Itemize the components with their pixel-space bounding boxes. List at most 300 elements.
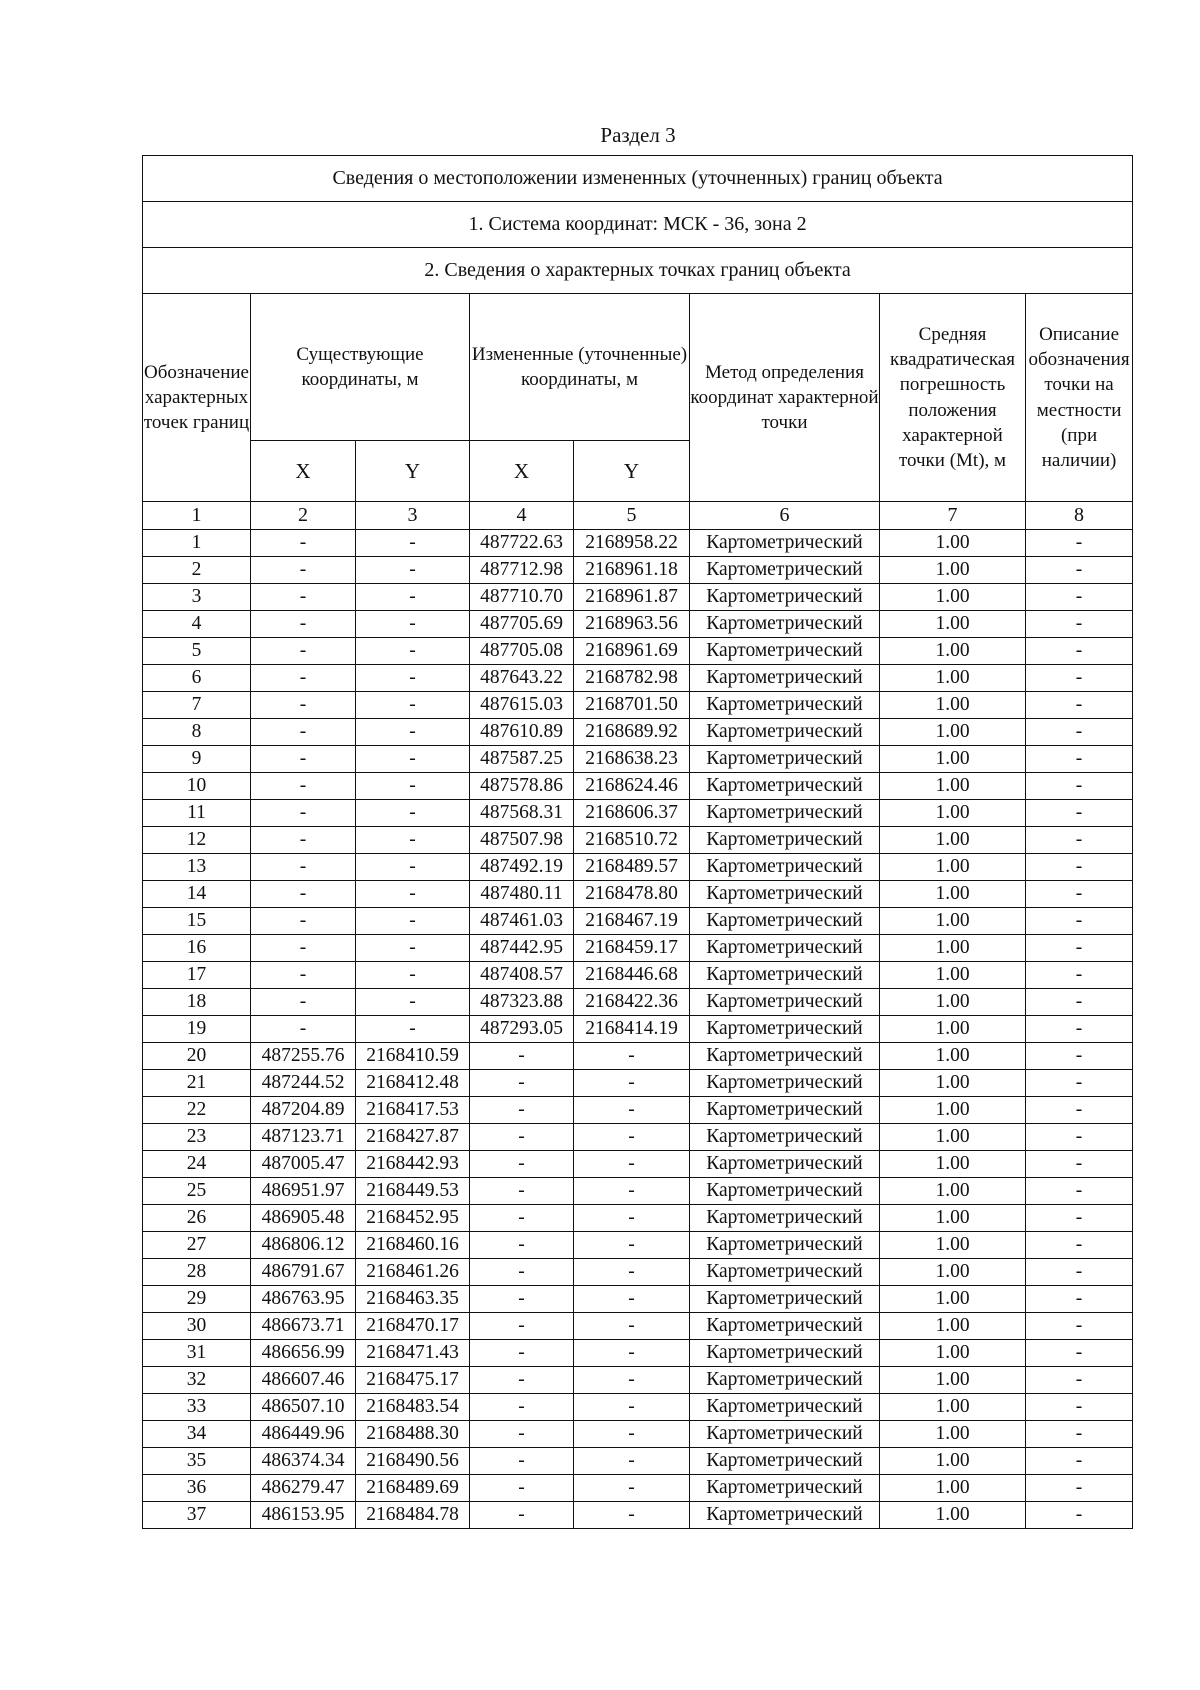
cell-point-id: 12 [143,827,251,854]
cell-existing-x: - [251,746,356,773]
cell-method: Картометрический [690,584,880,611]
cell-existing-x: - [251,611,356,638]
cell-existing-x: 486905.48 [251,1205,356,1232]
table-row [143,1043,1133,1070]
table-row [143,719,1133,746]
cell-existing-x: - [251,854,356,881]
cell-method: Картометрический [690,1313,880,1340]
cell-changed-x: 487568.31 [470,800,574,827]
cell-changed-x: - [470,1043,574,1070]
table-row [143,1421,1133,1448]
cell-existing-x: - [251,557,356,584]
cell-existing-y: 2168417.53 [356,1097,470,1124]
cell-point-id: 34 [143,1421,251,1448]
cell-description: - [1026,1259,1133,1286]
points-info: 2. Сведения о характерных точках границ объекта [143,248,1133,294]
cell-changed-y: - [574,1097,690,1124]
cell-changed-x: 487461.03 [470,908,574,935]
table-row [143,989,1133,1016]
cell-changed-x: - [470,1286,574,1313]
header-existing-coords: Существующие координаты, м [251,294,470,441]
cell-point-id: 17 [143,962,251,989]
cell-existing-y: - [356,1016,470,1043]
cell-changed-x: - [470,1097,574,1124]
cell-point-id: 21 [143,1070,251,1097]
cell-existing-y: - [356,719,470,746]
cell-description: - [1026,1151,1133,1178]
cell-changed-x: 487712.98 [470,557,574,584]
cell-changed-y: 2168961.87 [574,584,690,611]
cell-existing-y: - [356,800,470,827]
table-row [143,1070,1133,1097]
cell-description: - [1026,800,1133,827]
cell-existing-y: 2168442.93 [356,1151,470,1178]
cell-point-id: 28 [143,1259,251,1286]
cell-existing-x: 486279.47 [251,1475,356,1502]
cell-description: - [1026,692,1133,719]
cell-existing-x: 487244.52 [251,1070,356,1097]
table-row [143,1394,1133,1421]
cell-method: Картометрический [690,1286,880,1313]
cell-description: - [1026,1367,1133,1394]
cell-description: - [1026,881,1133,908]
table-row [143,881,1133,908]
cell-error-mt: 1.00 [880,611,1026,638]
cell-changed-y: - [574,1232,690,1259]
cell-changed-x: 487615.03 [470,692,574,719]
cell-existing-x: 486951.97 [251,1178,356,1205]
cell-description: - [1026,1448,1133,1475]
cell-changed-x: 487587.25 [470,746,574,773]
cell-error-mt: 1.00 [880,962,1026,989]
cell-changed-y: 2168414.19 [574,1016,690,1043]
cell-point-id: 22 [143,1097,251,1124]
cell-point-id: 2 [143,557,251,584]
cell-point-id: 11 [143,800,251,827]
cell-method: Картометрический [690,1394,880,1421]
cell-method: Картометрический [690,827,880,854]
cell-description: - [1026,1340,1133,1367]
cell-changed-y: - [574,1070,690,1097]
cell-method: Картометрический [690,908,880,935]
cell-existing-x: 486507.10 [251,1394,356,1421]
cell-error-mt: 1.00 [880,800,1026,827]
cell-changed-x: 487442.95 [470,935,574,962]
column-number: 4 [470,502,574,530]
cell-existing-y: 2168471.43 [356,1340,470,1367]
cell-existing-x: 487005.47 [251,1151,356,1178]
cell-changed-x: - [470,1070,574,1097]
cell-changed-y: 2168961.18 [574,557,690,584]
header-description: Описание обозначения точки на местности (при наличии) [1026,294,1133,502]
cell-error-mt: 1.00 [880,1394,1026,1421]
cell-method: Картометрический [690,1448,880,1475]
column-number: 6 [690,502,880,530]
cell-changed-y: - [574,1502,690,1529]
cell-changed-y: - [574,1448,690,1475]
cell-description: - [1026,962,1133,989]
cell-point-id: 20 [143,1043,251,1070]
cell-description: - [1026,989,1133,1016]
cell-existing-x: - [251,692,356,719]
cell-changed-x: 487507.98 [470,827,574,854]
cell-existing-x: 486374.34 [251,1448,356,1475]
cell-method: Картометрический [690,854,880,881]
cell-point-id: 31 [143,1340,251,1367]
cell-existing-y: 2168412.48 [356,1070,470,1097]
header-existing-y: Y [356,441,470,502]
cell-error-mt: 1.00 [880,1151,1026,1178]
cell-method: Картометрический [690,1232,880,1259]
cell-changed-y: - [574,1124,690,1151]
cell-description: - [1026,1205,1133,1232]
cell-point-id: 23 [143,1124,251,1151]
cell-method: Картометрический [690,1421,880,1448]
cell-error-mt: 1.00 [880,1124,1026,1151]
cell-error-mt: 1.00 [880,1205,1026,1232]
cell-changed-x: - [470,1394,574,1421]
cell-method: Картометрический [690,530,880,557]
header-changed-coords: Измененные (уточненные) координаты, м [470,294,690,441]
cell-existing-y: - [356,827,470,854]
cell-existing-y: - [356,584,470,611]
cell-method: Картометрический [690,611,880,638]
cell-existing-y: 2168490.56 [356,1448,470,1475]
cell-point-id: 5 [143,638,251,665]
cell-point-id: 32 [143,1367,251,1394]
cell-existing-y: - [356,746,470,773]
cell-changed-y: - [574,1421,690,1448]
cell-changed-x: 487578.86 [470,773,574,800]
cell-changed-y: 2168446.68 [574,962,690,989]
cell-method: Картометрический [690,1205,880,1232]
cell-changed-y: 2168624.46 [574,773,690,800]
cell-error-mt: 1.00 [880,1502,1026,1529]
cell-existing-x: - [251,584,356,611]
section-title: Раздел 3 [600,123,676,147]
cell-point-id: 24 [143,1151,251,1178]
cell-changed-y: - [574,1178,690,1205]
cell-existing-y: 2168427.87 [356,1124,470,1151]
cell-existing-y: - [356,773,470,800]
cell-error-mt: 1.00 [880,1340,1026,1367]
cell-description: - [1026,530,1133,557]
coord-system: 1. Система координат: МСК - 36, зона 2 [143,202,1133,248]
cell-point-id: 6 [143,665,251,692]
cell-existing-y: - [356,611,470,638]
cell-changed-x: 487722.63 [470,530,574,557]
cell-point-id: 10 [143,773,251,800]
cell-changed-y: - [574,1259,690,1286]
cell-description: - [1026,665,1133,692]
cell-existing-y: - [356,692,470,719]
cell-method: Картометрический [690,1043,880,1070]
table-row [143,557,1133,584]
table-row [143,1205,1133,1232]
cell-existing-x: - [251,827,356,854]
table-row [143,827,1133,854]
cell-existing-x: - [251,908,356,935]
cell-existing-x: - [251,638,356,665]
table-row [143,665,1133,692]
cell-existing-y: 2168484.78 [356,1502,470,1529]
cell-changed-y: - [574,1151,690,1178]
cell-existing-y: - [356,530,470,557]
cell-point-id: 36 [143,1475,251,1502]
cell-existing-y: 2168470.17 [356,1313,470,1340]
cell-method: Картометрический [690,1124,880,1151]
cell-changed-x: 487323.88 [470,989,574,1016]
table-row [143,935,1133,962]
cell-changed-y: 2168422.36 [574,989,690,1016]
cell-changed-y: - [574,1367,690,1394]
cell-existing-y: 2168475.17 [356,1367,470,1394]
cell-error-mt: 1.00 [880,1313,1026,1340]
cell-existing-x: 486153.95 [251,1502,356,1529]
cell-changed-y: - [574,1286,690,1313]
cell-error-mt: 1.00 [880,1232,1026,1259]
cell-existing-x: 486607.46 [251,1367,356,1394]
cell-changed-y: 2168467.19 [574,908,690,935]
cell-point-id: 33 [143,1394,251,1421]
cell-existing-x: - [251,935,356,962]
cell-error-mt: 1.00 [880,638,1026,665]
header-changed-x: X [470,441,574,502]
cell-changed-x: 487705.08 [470,638,574,665]
cell-point-id: 30 [143,1313,251,1340]
table-row [143,1097,1133,1124]
cell-changed-x: 487293.05 [470,1016,574,1043]
cell-description: - [1026,1286,1133,1313]
cell-existing-x: 486791.67 [251,1259,356,1286]
cell-point-id: 13 [143,854,251,881]
cell-description: - [1026,1124,1133,1151]
cell-description: - [1026,719,1133,746]
cell-changed-y: - [574,1205,690,1232]
cell-existing-y: 2168489.69 [356,1475,470,1502]
cell-description: - [1026,1178,1133,1205]
cell-existing-x: 486763.95 [251,1286,356,1313]
cell-changed-x: - [470,1340,574,1367]
cell-method: Картометрический [690,881,880,908]
cell-method: Картометрический [690,1340,880,1367]
cell-existing-x: - [251,719,356,746]
column-number: 3 [356,502,470,530]
cell-description: - [1026,1394,1133,1421]
cell-error-mt: 1.00 [880,1178,1026,1205]
cell-error-mt: 1.00 [880,989,1026,1016]
cell-point-id: 16 [143,935,251,962]
cell-method: Картометрический [690,1178,880,1205]
table-row [143,746,1133,773]
column-number: 1 [143,502,251,530]
cell-existing-x: - [251,665,356,692]
cell-description: - [1026,611,1133,638]
cell-changed-x: - [470,1205,574,1232]
cell-existing-x: 487255.76 [251,1043,356,1070]
table-row [143,1367,1133,1394]
cell-changed-y: - [574,1340,690,1367]
cell-existing-x: 486449.96 [251,1421,356,1448]
cell-point-id: 19 [143,1016,251,1043]
cell-existing-y: - [356,881,470,908]
cell-description: - [1026,935,1133,962]
cell-existing-x: - [251,773,356,800]
cell-description: - [1026,1313,1133,1340]
cell-existing-y: 2168410.59 [356,1043,470,1070]
cell-method: Картометрический [690,692,880,719]
cell-changed-x: - [470,1475,574,1502]
cell-method: Картометрический [690,935,880,962]
cell-description: - [1026,746,1133,773]
cell-changed-x: - [470,1178,574,1205]
cell-error-mt: 1.00 [880,1097,1026,1124]
cell-error-mt: 1.00 [880,1448,1026,1475]
cell-existing-y: 2168461.26 [356,1259,470,1286]
cell-method: Картометрический [690,1367,880,1394]
table-row [143,800,1133,827]
cell-existing-x: - [251,1016,356,1043]
cell-description: - [1026,1097,1133,1124]
table-row [143,611,1133,638]
table-title: Сведения о местоположении измененных (уточненных) границ объекта [143,156,1133,202]
cell-description: - [1026,1502,1133,1529]
header-error: Средняя квадратическая погрешность положения характерной точки (Mt), м [880,294,1026,502]
cell-point-id: 4 [143,611,251,638]
cell-changed-x: - [470,1124,574,1151]
cell-error-mt: 1.00 [880,908,1026,935]
cell-changed-x: - [470,1367,574,1394]
cell-existing-y: - [356,665,470,692]
cell-changed-y: 2168478.80 [574,881,690,908]
cell-error-mt: 1.00 [880,827,1026,854]
table-row [143,908,1133,935]
cell-existing-y: 2168452.95 [356,1205,470,1232]
table-row [143,1259,1133,1286]
cell-changed-x: - [470,1151,574,1178]
cell-existing-y: - [356,908,470,935]
cell-existing-y: 2168483.54 [356,1394,470,1421]
cell-existing-y: - [356,989,470,1016]
cell-point-id: 29 [143,1286,251,1313]
cell-changed-x: 487610.89 [470,719,574,746]
cell-method: Картометрический [690,1259,880,1286]
cell-point-id: 8 [143,719,251,746]
cell-description: - [1026,773,1133,800]
cell-method: Картометрический [690,800,880,827]
cell-error-mt: 1.00 [880,665,1026,692]
table-row [143,1475,1133,1502]
cell-method: Картометрический [690,773,880,800]
cell-existing-x: - [251,800,356,827]
cell-method: Картометрический [690,665,880,692]
cell-error-mt: 1.00 [880,854,1026,881]
cell-point-id: 3 [143,584,251,611]
cell-point-id: 35 [143,1448,251,1475]
cell-method: Картометрический [690,1097,880,1124]
table-body [143,156,1133,1529]
cell-method: Картометрический [690,962,880,989]
cell-point-id: 18 [143,989,251,1016]
cell-method: Картометрический [690,746,880,773]
cell-changed-y: 2168510.72 [574,827,690,854]
cell-existing-x: - [251,881,356,908]
cell-description: - [1026,638,1133,665]
cell-description: - [1026,1043,1133,1070]
header-method: Метод определения координат характерной точки [690,294,880,502]
cell-changed-x: - [470,1259,574,1286]
cell-existing-x: - [251,962,356,989]
table-row [143,584,1133,611]
cell-changed-y: 2168701.50 [574,692,690,719]
table-row [143,854,1133,881]
cell-point-id: 15 [143,908,251,935]
cell-existing-y: - [356,638,470,665]
cell-changed-y: 2168689.92 [574,719,690,746]
cell-point-id: 14 [143,881,251,908]
cell-error-mt: 1.00 [880,1043,1026,1070]
cell-method: Картометрический [690,1502,880,1529]
column-number: 7 [880,502,1026,530]
cell-error-mt: 1.00 [880,1259,1026,1286]
cell-existing-x: 487204.89 [251,1097,356,1124]
cell-error-mt: 1.00 [880,557,1026,584]
cell-error-mt: 1.00 [880,935,1026,962]
cell-changed-y: - [574,1043,690,1070]
cell-error-mt: 1.00 [880,584,1026,611]
table-row [143,773,1133,800]
cell-existing-y: 2168460.16 [356,1232,470,1259]
cell-error-mt: 1.00 [880,1421,1026,1448]
cell-error-mt: 1.00 [880,692,1026,719]
cell-changed-y: 2168963.56 [574,611,690,638]
column-number: 8 [1026,502,1133,530]
column-number: 2 [251,502,356,530]
cell-description: - [1026,1070,1133,1097]
table-row [143,1151,1133,1178]
cell-method: Картометрический [690,638,880,665]
table-row [143,1232,1133,1259]
cell-changed-x: 487480.11 [470,881,574,908]
cell-changed-x: - [470,1232,574,1259]
cell-error-mt: 1.00 [880,773,1026,800]
table-row [143,638,1133,665]
cell-existing-x: 486806.12 [251,1232,356,1259]
cell-method: Картометрический [690,557,880,584]
cell-method: Картометрический [690,1016,880,1043]
cell-method: Картометрический [690,1475,880,1502]
cell-error-mt: 1.00 [880,1367,1026,1394]
cell-existing-x: 486673.71 [251,1313,356,1340]
cell-method: Картометрический [690,1151,880,1178]
table-row [143,1448,1133,1475]
cell-existing-x: - [251,989,356,1016]
header-point-designation: Обозначение характерных точек границ [143,294,251,502]
table-row [143,1286,1133,1313]
table-row [143,1313,1133,1340]
table-row [143,1340,1133,1367]
cell-changed-y: 2168638.23 [574,746,690,773]
table-row [143,962,1133,989]
cell-existing-x: 487123.71 [251,1124,356,1151]
table-row [143,1016,1133,1043]
cell-point-id: 7 [143,692,251,719]
cell-existing-y: - [356,854,470,881]
column-numbers-row [143,502,1133,530]
cell-method: Картометрический [690,719,880,746]
cell-changed-x: - [470,1502,574,1529]
table-row [143,1124,1133,1151]
